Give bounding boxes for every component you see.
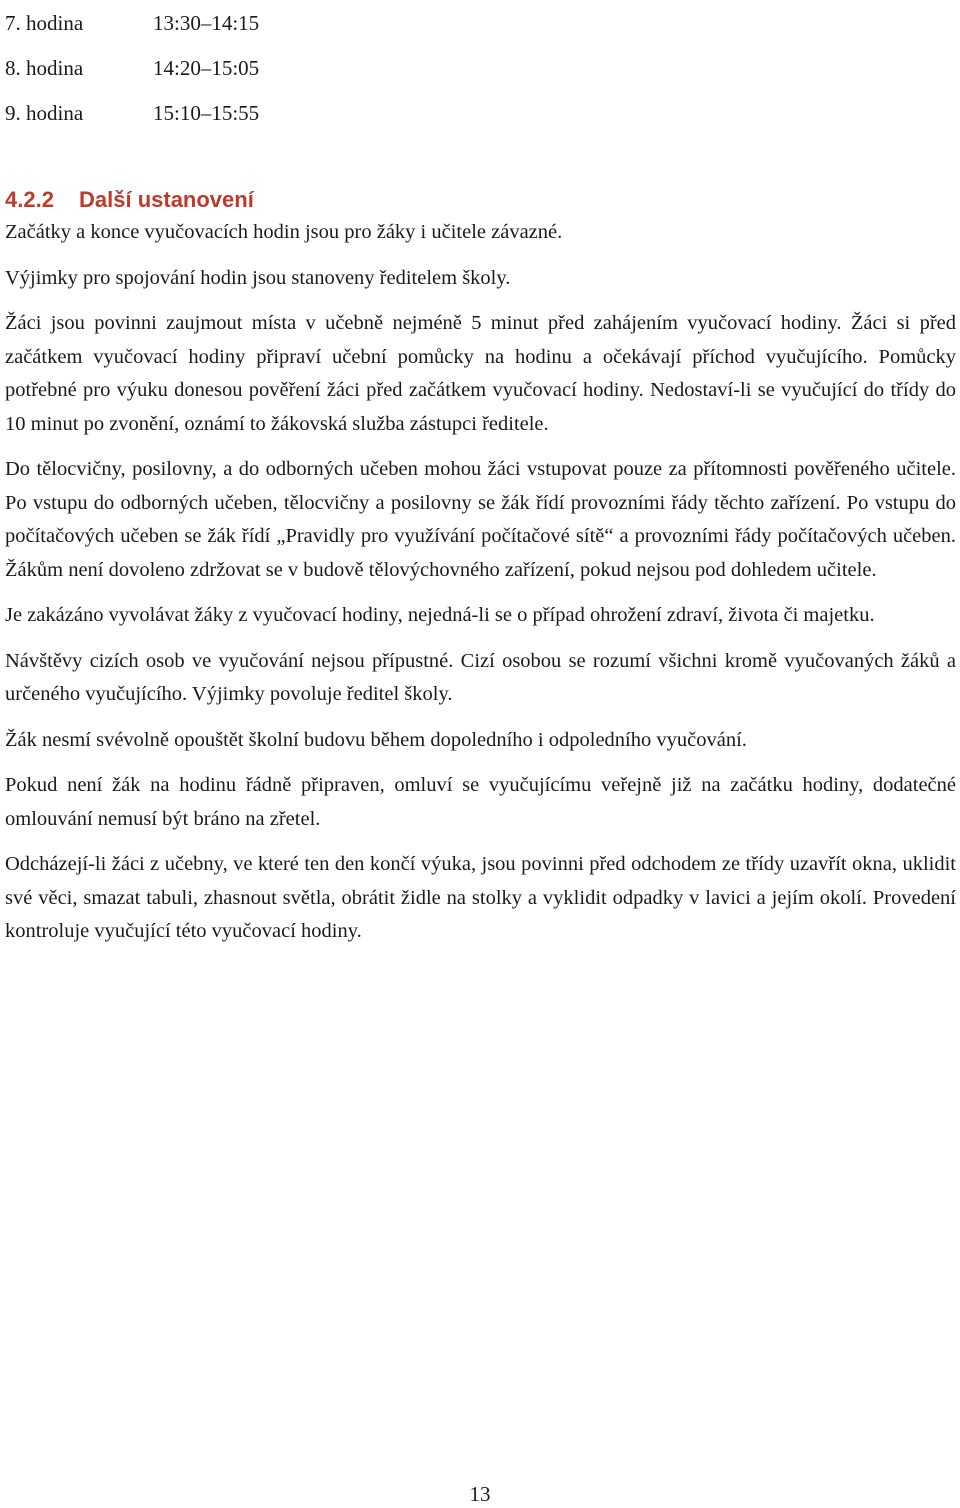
paragraph: Návštěvy cizích osob ve vyučování nejsou přípustné. Cizí osobou se rozumí všichni kromě vyučovaných žáků a určeného vyučujícího. Výjimky povoluje ředitel školy. — [5, 649, 956, 705]
paragraph: Je zakázáno vyvolávat žáky z vyučovací hodiny, nejedná-li se o případ ohrožení zdraví, života či majetku. — [5, 604, 875, 626]
section-title: Další ustanovení — [79, 187, 254, 212]
paragraph: Žáci jsou povinni zaujmout místa v učebně nejméně 5 minut před zahájením vyučovací hodiny. Žáci si před začátkem vyučovací hodiny připraví učební pomůcky na hodinu a očekávají příchod vyučujícího. Pomůcky potřebné pro výuku donesou pověření žáci před začátkem vyučovací hodiny. Nedostaví-li se vyučující do třídy do 10 minut po zvonění, oznámí to žákovská služba zástupci ředitele. — [5, 312, 956, 435]
paragraph: Pokud není žák na hodinu řádně připraven, omluví se vyučujícímu veřejně již na začátku hodiny, dodatečné omlouvání nemusí být bráno na zřetel. — [5, 774, 956, 830]
schedule-row — [5, 90, 956, 135]
period-time: 13:30–14:15 — [153, 10, 260, 35]
schedule-row — [5, 0, 956, 45]
page-number: 13 — [469, 1482, 491, 1506]
schedule-row — [5, 45, 956, 90]
paragraph: Výjimky pro spojování hodin jsou stanoveny ředitelem školy. — [5, 266, 511, 289]
period-label: 7. hodina — [5, 10, 84, 35]
paragraph: Do tělocvičny, posilovny, a do odborných učeben mohou žáci vstupovat pouze za přítomnosti pověřeného učitele. Po vstupu do odborných učeben, tělocvičny a posilovny se žák řídí provozními řády těchto zařízení. Po vstupu do počítačových učeben se žák řídí „Pravidly pro využívání počítačové sítě“ a provozními řády počítačových učeben. Žákům není dovoleno zdržovat se v budově tělovýchovného zařízení, pokud nejsou pod dohledem učitele. — [5, 458, 956, 581]
paragraph: Odcházejí-li žáci z učebny, ve které ten den končí výuka, jsou povinni před odchodem ze třídy uzavřít okna, uklidit své věci, smazat tabuli, zhasnout světla, obrátit židle na stolky a vyklidit odpadky v lavici a jejím okolí. Provedení kontroluje vyučující této vyučovací hodiny. — [5, 853, 956, 942]
paragraph: Žák nesmí svévolně opouštět školní budovu během dopoledního i odpoledního vyučování. — [5, 728, 747, 751]
period-time: 15:10–15:55 — [153, 100, 260, 125]
period-time: 14:20–15:05 — [153, 55, 260, 80]
paragraph: Začátky a konce vyučovacích hodin jsou pro žáky i učitele závazné. — [5, 221, 563, 243]
document-page — [5, 0, 956, 949]
section-number: 4.2.2 — [5, 187, 54, 212]
period-label: 9. hodina — [5, 100, 84, 125]
section-heading — [5, 183, 956, 213]
period-label: 8. hodina — [5, 55, 84, 80]
